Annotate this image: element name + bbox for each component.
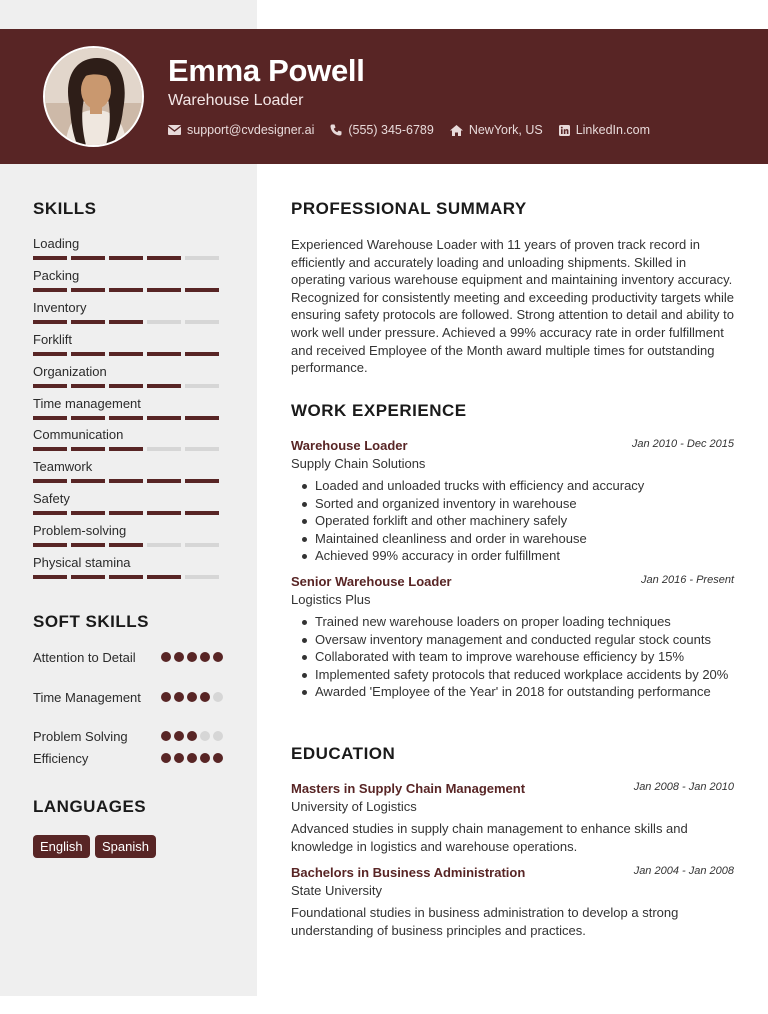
rating-segment-filled: [33, 511, 67, 515]
skill-item: [33, 459, 223, 483]
skill-rating-bar: [33, 256, 223, 260]
rating-dot-filled: [187, 692, 197, 702]
rating-segment-filled: [109, 511, 143, 515]
education-degree: Bachelors in Business Administration: [291, 865, 526, 880]
skill-label: Physical stamina: [33, 555, 131, 570]
skill-label: Loading: [33, 236, 80, 251]
soft-skill-rating: [158, 692, 223, 702]
contact-location: [450, 123, 543, 137]
list-item: Implemented safety protocols that reduced workplace accidents by 20%: [301, 666, 741, 684]
rating-segment-empty: [147, 543, 181, 547]
rating-segment-filled: [147, 575, 181, 579]
skill-label: Teamwork: [33, 459, 93, 474]
rating-segment-filled: [71, 256, 105, 260]
skill-rating-bar: [33, 575, 223, 579]
soft-skill-rating: [158, 753, 223, 763]
rating-segment-empty: [147, 447, 181, 451]
soft-skill-item: [33, 750, 223, 767]
profile-photo: [45, 48, 144, 147]
education-school: University of Logistics: [291, 799, 417, 814]
contact-location-text: NewYork, US: [468, 123, 543, 137]
header-banner: [0, 29, 768, 164]
rating-segment-filled: [147, 416, 181, 420]
education-dates: Jan 2008 - Jan 2010: [633, 781, 734, 793]
rating-segment-filled: [109, 416, 143, 420]
rating-segment-filled: [109, 288, 143, 292]
contact-linkedin[interactable]: [559, 123, 650, 137]
rating-segment-filled: [33, 416, 67, 420]
rating-segment-filled: [185, 416, 219, 420]
rating-segment-filled: [33, 575, 67, 579]
education-school: State University: [291, 883, 383, 898]
soft-skill-item: [33, 728, 223, 745]
experience-heading: WORK EXPERIENCE: [291, 401, 467, 420]
rating-segment-filled: [109, 320, 143, 324]
skill-item: [33, 491, 223, 515]
skill-rating-bar: [33, 479, 223, 483]
skill-label: Forklift: [33, 332, 72, 347]
soft-skill-rating: [158, 652, 223, 662]
rating-segment-empty: [185, 447, 219, 451]
rating-segment-filled: [33, 447, 67, 451]
languages-heading: LANGUAGES: [33, 797, 147, 816]
rating-segment-filled: [33, 384, 67, 388]
rating-segment-filled: [71, 352, 105, 356]
envelope-icon: [168, 125, 181, 135]
rating-segment-filled: [71, 543, 105, 547]
experience-role: Senior Warehouse Loader: [291, 574, 452, 589]
rating-segment-filled: [33, 479, 67, 483]
contact-email[interactable]: [168, 123, 314, 137]
rating-segment-filled: [185, 288, 219, 292]
contact-bar: [168, 123, 666, 137]
rating-dot-filled: [200, 652, 210, 662]
skill-label: Communication: [33, 427, 124, 442]
rating-segment-filled: [109, 575, 143, 579]
rating-dot-filled: [187, 652, 197, 662]
experience-bullets: [301, 477, 741, 565]
rating-segment-filled: [109, 447, 143, 451]
skill-item: [33, 332, 223, 356]
soft-skill-label: Efficiency: [33, 751, 89, 766]
rating-dot-filled: [200, 753, 210, 763]
rating-segment-filled: [147, 384, 181, 388]
list-item: Oversaw inventory management and conducted regular stock counts: [301, 631, 741, 649]
soft-skill-label: Problem Solving: [33, 729, 128, 744]
rating-segment-filled: [71, 511, 105, 515]
soft-skill-item: [33, 649, 223, 666]
list-item: Trained new warehouse loaders on proper loading techniques: [301, 613, 741, 631]
rating-dot-filled: [174, 731, 184, 741]
rating-segment-filled: [109, 352, 143, 356]
list-item: Collaborated with team to improve warehouse efficiency by 15%: [301, 648, 741, 666]
list-item: Sorted and organized inventory in warehouse: [301, 495, 741, 513]
rating-segment-filled: [33, 543, 67, 547]
experience-company: Supply Chain Solutions: [291, 456, 426, 471]
rating-dot-filled: [161, 692, 171, 702]
rating-segment-empty: [185, 320, 219, 324]
rating-dot-empty: [213, 731, 223, 741]
rating-segment-filled: [71, 320, 105, 324]
education-heading: EDUCATION: [291, 744, 396, 763]
summary-heading: PROFESSIONAL SUMMARY: [291, 199, 527, 218]
education-description: Advanced studies in supply chain management to enhance skills and knowledge in logistics and warehouse operations.: [291, 821, 688, 854]
candidate-name: Emma Powell: [168, 53, 365, 88]
list-item: Maintained cleanliness and order in warehouse: [301, 530, 741, 548]
rating-segment-filled: [185, 479, 219, 483]
soft-skill-rating: [158, 731, 223, 741]
contact-email-text: support@cvdesigner.ai: [187, 123, 315, 137]
rating-dot-filled: [161, 731, 171, 741]
contact-linkedin-text: LinkedIn.com: [575, 123, 651, 137]
rating-segment-filled: [147, 479, 181, 483]
skill-rating-bar: [33, 511, 223, 515]
skill-label: Safety: [33, 491, 70, 506]
list-item: Operated forklift and other machinery safely: [301, 512, 741, 530]
rating-segment-filled: [109, 256, 143, 260]
skill-label: Inventory: [33, 300, 87, 315]
rating-segment-filled: [71, 447, 105, 451]
rating-dot-empty: [213, 692, 223, 702]
home-icon: [450, 125, 463, 136]
rating-segment-filled: [109, 543, 143, 547]
skill-rating-bar: [33, 543, 223, 547]
rating-segment-filled: [71, 416, 105, 420]
rating-dot-filled: [161, 753, 171, 763]
skill-rating-bar: [33, 447, 223, 451]
language-badge-english: English: [33, 835, 90, 858]
rating-segment-filled: [147, 256, 181, 260]
rating-segment-filled: [147, 511, 181, 515]
skill-label: Problem-solving: [33, 523, 127, 538]
list-item: Awarded 'Employee of the Year' in 2018 for outstanding performance: [301, 683, 741, 701]
rating-dot-filled: [174, 652, 184, 662]
skill-item: [33, 427, 223, 451]
rating-dot-filled: [213, 753, 223, 763]
skill-label: Organization: [33, 364, 107, 379]
education-description: Foundational studies in business administration to develop a strong understanding of business principles and practices.: [291, 905, 679, 938]
soft-skill-label: Attention to Detail: [33, 650, 136, 665]
experience-bullets: [301, 613, 741, 701]
skill-item: [33, 523, 223, 547]
rating-segment-filled: [71, 575, 105, 579]
rating-segment-filled: [147, 352, 181, 356]
rating-segment-empty: [185, 384, 219, 388]
soft-skill-item: [33, 689, 223, 706]
rating-dot-filled: [187, 731, 197, 741]
skill-item: [33, 396, 223, 420]
experience-dates: Jan 2016 - Present: [641, 574, 734, 586]
rating-dot-filled: [174, 692, 184, 702]
rating-segment-filled: [109, 479, 143, 483]
summary-text: Experienced Warehouse Loader with 11 years of proven track record in efficiently and accurately loading and unloading shipments. Skilled in operating various warehouse equipment and maintaining inventory accuracy. Recognized for consistently meeting and exceeding productivity targets while ensuring safety protocols are followed. Strong attention to detail and ability to work well under pressure. Achieved a 99% accuracy rate in order fulfillment and received Employee of the Month award multiple times for outstanding performance.: [291, 237, 734, 376]
contact-phone[interactable]: [330, 123, 433, 137]
rating-segment-filled: [33, 320, 67, 324]
rating-segment-empty: [185, 256, 219, 260]
education-dates: Jan 2004 - Jan 2008: [633, 865, 734, 877]
skill-rating-bar: [33, 384, 223, 388]
job-title: Warehouse Loader: [168, 92, 304, 109]
rating-segment-filled: [33, 352, 67, 356]
education-degree: Masters in Supply Chain Management: [291, 781, 526, 796]
rating-segment-filled: [71, 479, 105, 483]
rating-segment-filled: [185, 511, 219, 515]
skill-rating-bar: [33, 288, 223, 292]
skill-rating-bar: [33, 416, 223, 420]
rating-segment-filled: [33, 288, 67, 292]
skill-rating-bar: [33, 352, 223, 356]
skill-item: [33, 236, 223, 260]
skill-rating-bar: [33, 320, 223, 324]
skill-item: [33, 268, 223, 292]
linkedin-icon: [559, 125, 570, 136]
rating-dot-empty: [200, 731, 210, 741]
rating-dot-filled: [200, 692, 210, 702]
experience-role: Warehouse Loader: [291, 438, 408, 453]
avatar: [43, 46, 144, 147]
skill-item: [33, 300, 223, 324]
rating-segment-filled: [147, 288, 181, 292]
skill-item: [33, 364, 223, 388]
rating-segment-empty: [185, 543, 219, 547]
skill-label: Time management: [33, 396, 141, 411]
experience-dates: Jan 2010 - Dec 2015: [631, 438, 734, 450]
rating-dot-filled: [161, 652, 171, 662]
rating-segment-filled: [185, 352, 219, 356]
skill-item: [33, 555, 223, 579]
rating-dot-filled: [174, 753, 184, 763]
rating-segment-empty: [147, 320, 181, 324]
phone-icon: [330, 124, 342, 136]
soft-skill-label: Time Management: [33, 690, 141, 705]
list-item: Loaded and unloaded trucks with efficiency and accuracy: [301, 477, 741, 495]
skill-label: Packing: [33, 268, 80, 283]
rating-segment-empty: [185, 575, 219, 579]
language-badge-spanish: Spanish: [95, 835, 156, 858]
soft-skills-heading: SOFT SKILLS: [33, 612, 149, 631]
rating-segment-filled: [71, 288, 105, 292]
rating-segment-filled: [33, 256, 67, 260]
skills-heading: SKILLS: [33, 199, 97, 218]
rating-dot-filled: [187, 753, 197, 763]
contact-phone-text: (555) 345-6789: [348, 123, 434, 137]
rating-segment-filled: [109, 384, 143, 388]
rating-dot-filled: [213, 652, 223, 662]
rating-segment-filled: [71, 384, 105, 388]
experience-company: Logistics Plus: [291, 592, 371, 607]
list-item: Achieved 99% accuracy in order fulfillment: [301, 547, 741, 565]
